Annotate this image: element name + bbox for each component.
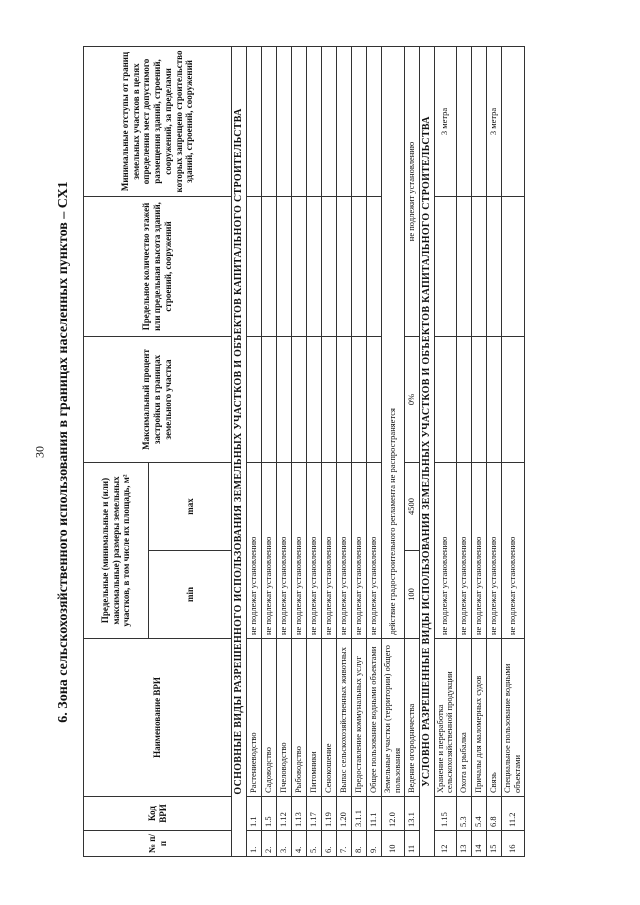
- section-main: [232, 46, 247, 856]
- table-row: [457, 46, 472, 856]
- row-coverage: [487, 336, 502, 462]
- row-coverage: [247, 336, 262, 462]
- row-min: 100: [404, 551, 419, 639]
- row-size-note: не подлежат установлению: [457, 462, 472, 638]
- row-name: Растениеводство: [247, 639, 262, 797]
- row-setback: [457, 46, 472, 196]
- row-setback: [472, 46, 487, 196]
- row-floors: [487, 196, 502, 336]
- row-name: Охота и рыбалка: [457, 639, 472, 797]
- row-code: 5.3: [457, 797, 472, 831]
- row-floors: [307, 196, 322, 336]
- row-code: 6.8: [487, 797, 502, 831]
- row-size-note: не подлежат установлению: [277, 462, 292, 638]
- header-num: № п/п: [84, 831, 232, 857]
- row-floors-setbacks: не подлежит установлению: [404, 46, 419, 336]
- row-coverage: [322, 336, 337, 462]
- row-coverage: [367, 336, 382, 462]
- table-row: [487, 46, 502, 856]
- row-code: 1.5: [262, 797, 277, 831]
- row-coverage: [457, 336, 472, 462]
- row-floors: [352, 196, 367, 336]
- row-size-note: не подлежат установлению: [352, 462, 367, 638]
- row-floors: [262, 196, 277, 336]
- table-row: [367, 46, 382, 856]
- row-setbacks: [262, 46, 277, 196]
- table-body: [232, 46, 525, 856]
- row-setback: 3 метра: [487, 46, 502, 196]
- row-size-note: не подлежат установлению: [292, 462, 307, 638]
- row-size-note: не подлежат установлению: [322, 462, 337, 638]
- header-max: max: [149, 462, 232, 550]
- row-code: 12.0: [382, 797, 405, 831]
- row-coverage: [502, 336, 525, 462]
- row-setbacks: [352, 46, 367, 196]
- row-floors: [292, 196, 307, 336]
- row-max: 4500: [404, 462, 419, 550]
- row-size-note: не подлежат установлению: [247, 462, 262, 638]
- row-coverage: 0%: [404, 336, 419, 462]
- table-row: [434, 46, 457, 856]
- row-code: 1.13: [292, 797, 307, 831]
- row-floors: [502, 196, 525, 336]
- table-row-garden: [404, 46, 419, 856]
- header-floors: Предельное количество этажей или предельная высота зданий, строений, сооружений: [84, 196, 232, 336]
- row-code: 1.12: [277, 797, 292, 831]
- row-floors: [472, 196, 487, 336]
- row-setbacks: [322, 46, 337, 196]
- section-main-label: ОСНОВНЫЕ ВИДЫ РАЗРЕШЕННОГО ИСПОЛЬЗОВАНИЯ ЗЕМЕЛЬНЫХ УЧАСТКОВ И ОБЪЕКТОВ КАПИТАЛЬНОГО СТРОИТЕЛЬСТВА: [232, 46, 247, 856]
- row-name: Общее пользование водными объектами: [367, 639, 382, 797]
- table-row: [247, 46, 262, 856]
- row-num: 2.: [262, 831, 277, 857]
- row-coverage: [292, 336, 307, 462]
- row-num: 1.: [247, 831, 262, 857]
- row-size-note: не подлежат установлению: [367, 462, 382, 638]
- row-coverage: [307, 336, 322, 462]
- row-setbacks: [337, 46, 352, 196]
- row-floors: [337, 196, 352, 336]
- regulations-table: [83, 46, 525, 857]
- row-num: 16: [502, 831, 525, 857]
- row-code: 1.20: [337, 797, 352, 831]
- row-coverage: [277, 336, 292, 462]
- row-num: 9.: [367, 831, 382, 857]
- row-code: 11.2: [502, 797, 525, 831]
- row-setbacks: [292, 46, 307, 196]
- row-num: 4.: [292, 831, 307, 857]
- row-name: Питомники: [307, 639, 322, 797]
- row-code: 1.1: [247, 797, 262, 831]
- row-code: 1.19: [322, 797, 337, 831]
- table-row: [307, 46, 322, 856]
- row-setback: [502, 46, 525, 196]
- row-coverage: [472, 336, 487, 462]
- row-coverage: [262, 336, 277, 462]
- row-num: 15: [487, 831, 502, 857]
- row-code: 11.1: [367, 797, 382, 831]
- row-name: Предоставление коммунальных услуг: [352, 639, 367, 797]
- row-setbacks: [247, 46, 262, 196]
- row-name: Специальное пользование водными объектами: [502, 639, 525, 797]
- row-size-note: не подлежат установлению: [472, 462, 487, 638]
- row-num: 3.: [277, 831, 292, 857]
- row-num: 8.: [352, 831, 367, 857]
- row-name: Ведение огородничества: [404, 639, 419, 797]
- row-size-note: не подлежат установлению: [262, 462, 277, 638]
- row-coverage: [352, 336, 367, 462]
- row-setback: 3 метра: [434, 46, 457, 196]
- page-number: 30: [32, 446, 47, 458]
- row-name: Земельные участки (территории) общего пользования: [382, 639, 405, 797]
- table-row: [352, 46, 367, 856]
- row-num: 13: [457, 831, 472, 857]
- table-row: [502, 46, 525, 856]
- row-num: 10: [382, 831, 405, 857]
- table-row: [472, 46, 487, 856]
- header-code: Код ВРИ: [84, 797, 232, 831]
- rotated-page: [45, 47, 595, 857]
- row-floors: [367, 196, 382, 336]
- row-num: 11: [404, 831, 419, 857]
- section-conditional: [419, 46, 434, 856]
- row-num: 7.: [337, 831, 352, 857]
- row-name: Причалы для маломерных судов: [472, 639, 487, 797]
- row-setbacks: [307, 46, 322, 196]
- table-row: [337, 46, 352, 856]
- row-floors: [322, 196, 337, 336]
- row-regulation-note: действие градостроительного регламента не распространяется: [382, 46, 405, 638]
- row-name: Сенокошение: [322, 639, 337, 797]
- row-name: Выпас сельскохозяйственных животных: [337, 639, 352, 797]
- table-row: [262, 46, 277, 856]
- row-name: Рыбоводство: [292, 639, 307, 797]
- row-floors: [434, 196, 457, 336]
- row-code: 1.17: [307, 797, 322, 831]
- header-min: min: [149, 551, 232, 639]
- table-row: [277, 46, 292, 856]
- row-code: 3.1.1: [352, 797, 367, 831]
- row-floors: [247, 196, 262, 336]
- table-row: [322, 46, 337, 856]
- row-size-note: не подлежат установлению: [434, 462, 457, 638]
- row-code: 5.4: [472, 797, 487, 831]
- table-row: [292, 46, 307, 856]
- table-row: [382, 46, 405, 856]
- row-num: 12: [434, 831, 457, 857]
- row-name: Хранение и переработка сельскохозяйственной продукции: [434, 639, 457, 797]
- header-setbacks: Минимальные отступы от границ земельных участков в целях определения мест допустимого размещения зданий, строений, сооружений, за пределами которых запрещено строительство зданий, строений, сооружений: [84, 46, 232, 196]
- header-coverage: Максимальный процент застройки в границах земельного участка: [84, 336, 232, 462]
- row-num: 14: [472, 831, 487, 857]
- page-title: 6. Зона сельскохозяйственного использования в границах населенных пунктов – СХ1: [56, 181, 71, 723]
- header-name: Наименование ВРИ: [84, 639, 232, 797]
- row-code: 13.1: [404, 797, 419, 831]
- row-setbacks: [277, 46, 292, 196]
- row-size-note: не подлежат установлению: [502, 462, 525, 638]
- row-num: 5.: [307, 831, 322, 857]
- row-name: Связь: [487, 639, 502, 797]
- row-size-note: не подлежат установлению: [337, 462, 352, 638]
- row-floors: [457, 196, 472, 336]
- row-coverage: [434, 336, 457, 462]
- row-floors: [277, 196, 292, 336]
- row-code: 1.15: [434, 797, 457, 831]
- row-name: Пчеловодство: [277, 639, 292, 797]
- section-conditional-label: УСЛОВНО РАЗРЕШЕННЫЕ ВИДЫ ИСПОЛЬЗОВАНИЯ ЗЕМЕЛЬНЫХ УЧАСТКОВ И ОБЪЕКТОВ КАПИТАЛЬНОГО СТРОИТЕЛЬСТВА: [419, 46, 434, 856]
- header-size-group: Предельные (минимальные и (или) максимальные) размеры земельных участков, в том числе их площадь, м²: [84, 462, 149, 638]
- row-num: 6.: [322, 831, 337, 857]
- row-size-note: не подлежат установлению: [307, 462, 322, 638]
- row-size-note: не подлежат установлению: [487, 462, 502, 638]
- header-row: [84, 46, 149, 856]
- row-coverage: [337, 336, 352, 462]
- row-name: Садоводство: [262, 639, 277, 797]
- row-setbacks: [367, 46, 382, 196]
